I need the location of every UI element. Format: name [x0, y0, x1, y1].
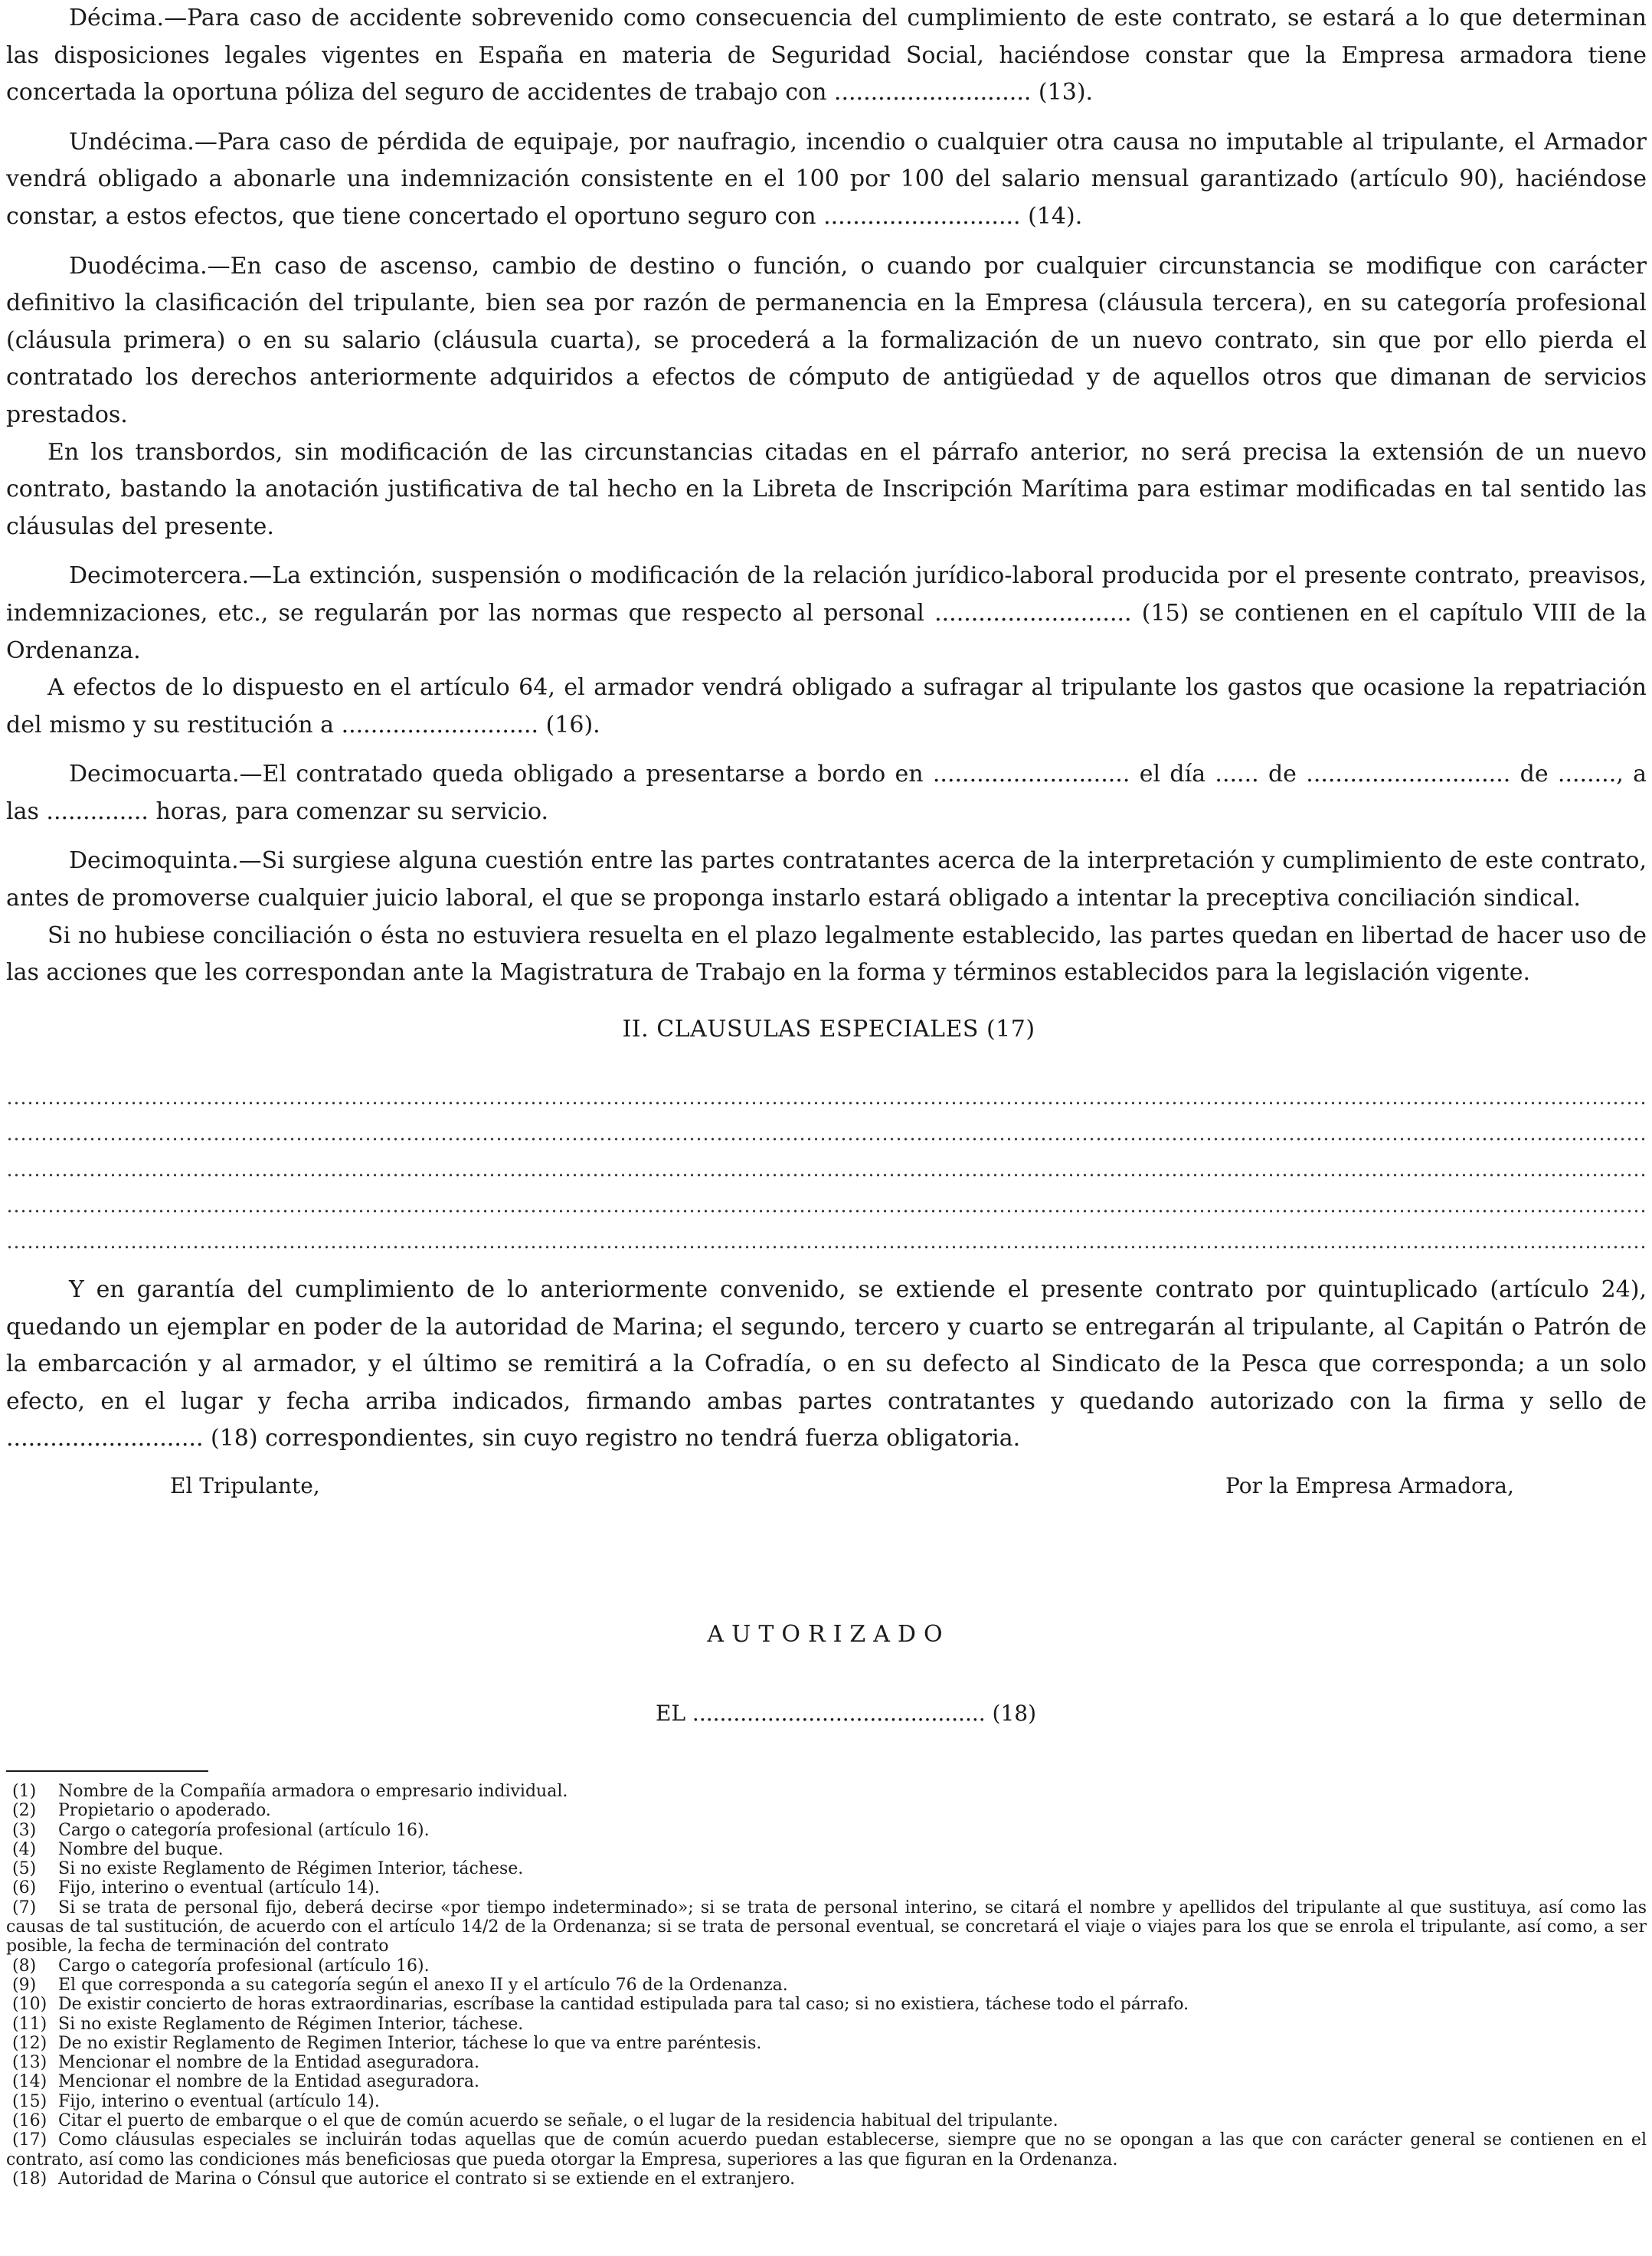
fill-in-line [6, 1102, 1647, 1105]
footnote [6, 1840, 1647, 1859]
footnote-number: (10) [12, 1995, 47, 2015]
footnote-number: (7) [12, 1897, 37, 1917]
footnote [6, 2169, 1647, 2189]
footnote [6, 2072, 1647, 2091]
footnote-text: Si no existe Reglamento de Régimen Interior, táchese. [58, 1859, 524, 1879]
footnote-text: Cargo o categoría profesional (artículo 16). [58, 1820, 430, 1840]
clauses-body [6, 0, 1647, 992]
footnote [6, 2111, 1647, 2130]
footnote [6, 1782, 1647, 1801]
section-title-clausulas-especiales: II. CLAUSULAS ESPECIALES (17) [622, 1016, 1035, 1043]
footnote-number: (11) [12, 2014, 47, 2034]
footnotes [6, 1782, 1647, 2189]
footnote-text: Si no existe Reglamento de Régimen Interior, táchese. [58, 2014, 524, 2034]
fill-in-line [6, 1174, 1647, 1177]
footnote-number: (2) [12, 1801, 37, 1821]
footnote [6, 1976, 1647, 1995]
footnote-number: (12) [12, 2033, 47, 2053]
footnote-text: Mencionar el nombre de la Entidad aseguradora. [58, 2072, 479, 2092]
footnote-text: Fijo, interino o eventual (artículo 14). [58, 2091, 380, 2111]
footnote-text: Nombre del buque. [58, 1839, 224, 1859]
footnote-text: Fijo, interino o eventual (artículo 14). [58, 1878, 380, 1898]
footnote-number: (5) [12, 1859, 37, 1879]
clause-decimoquinta: Decimoquinta.—Si surgiese alguna cuestión entre las partes contratantes acerca de la interpretación y cumplimiento de este contrato, antes de promoverse cualquier juicio laboral, el que se proponga instarlo estará obligado a intentar la preceptiva conciliación sindical. [6, 847, 1647, 912]
closing-paragraph: Y en garantía del cumplimiento de lo anteriormente convenido, se extiende el presente contrato por quintuplicado (artículo 24), quedando un ejemplar en poder de la autoridad de Marina; el segundo, tercero y cuarto se entregarán al tripulante, al Capitán o Patrón de la embarcación y al armador, y el último se remitirá a la Cofradía, o en su defecto al Sindicato de la Pesca que corresponda; a un solo efecto, en el lugar y fecha arriba indicados, firmando ambas partes contratantes y quedando autorizado con la firma y sello de ........................... (18) correspondientes, sin cuyo registro no tendrá fuerza obligatoria. [6, 1276, 1647, 1452]
footnote [6, 2034, 1647, 2053]
footnote-number: (4) [12, 1839, 37, 1859]
signature-tripulante: El Tripulante, [170, 1473, 320, 1498]
clause-decimotercera: Decimotercera.—La extinción, suspensión o modificación de la relación jurídico-laboral producida por el presente contrato, preavisos, indemnizaciones, etc., se regularán por las normas que respecto al personal ........................... (15) se contienen en el capítulo VIII de la Ordenanza. [6, 562, 1647, 664]
clause-duodecima-transbordos: En los transbordos, sin modificación de las circunstancias citadas en el párrafo anterior, no será precisa la extensión de un nuevo contrato, bastando la anotación justificativa de tal hecho en la Libreta de Inscripción Marítima para estimar modificadas en tal sentido las cláusulas del presente. [6, 438, 1647, 540]
footnote [6, 1878, 1647, 1897]
footnote-text: Propietario o apoderado. [58, 1801, 271, 1821]
footnote [6, 1956, 1647, 1976]
footnote [6, 1859, 1647, 1878]
footnote [6, 1995, 1647, 2014]
fill-in-line [6, 1246, 1647, 1249]
clause-duodecima: Duodécima.—En caso de ascenso, cambio de destino o función, o cuando por cualquier circunstancia se modifique con carácter definitivo la clasificación del tripulante, bien sea por razón de permanencia en la Empresa (cláusula tercera), en su categoría profesional (cláusula primera) o en su salario (cláusula cuarta), se procederá a la formalización de un nuevo contrato, sin que por ello pierda el contratado los derechos anteriormente adquiridos a efectos de cómputo de antigüedad y de aquellos otros que dimanan de servicios prestados. [6, 252, 1647, 428]
footnote [6, 1898, 1647, 1956]
footnote-number: (8) [12, 1956, 37, 1976]
footnote-number: (18) [12, 2169, 47, 2189]
clause-undecima: Undécima.—Para caso de pérdida de equipaje, por naufragio, incendio o cualquier otra causa no imputable al tripulante, el Armador vendrá obligado a abonarle una indemnización consistente en el 100 por 100 del salario mensual garantizado (artículo 90), haciéndose constar, a estos efectos, que tiene concertado el oportuno seguro con ........................... (14). [6, 128, 1647, 230]
clause-decima: Décima.—Para caso de accidente sobrevenido como consecuencia del cumplimiento de este contrato, se estará a lo que determinan las disposiciones legales vigentes en España en materia de Seguridad Social, haciéndose constar que la Empresa armadora tiene concertada la oportuna póliza del seguro de accidentes de trabajo con ........................... (13). [6, 5, 1647, 106]
footnote-text: El que corresponda a su categoría según el anexo II y el artículo 76 de la Ordenanza. [58, 1975, 788, 1995]
footnote-number: (3) [12, 1820, 37, 1840]
autorizado-el-line: EL ........................................... (18) [656, 1701, 1037, 1726]
footnote [6, 2130, 1647, 2169]
footnote-divider [6, 1770, 208, 1772]
footnote-number: (15) [12, 2091, 47, 2111]
footnote [6, 1821, 1647, 1840]
footnote-text: Si se trata de personal fijo, deberá decirse «por tiempo indeterminado»; si se trata de personal interino, se citará el nombre y apellidos del tripulante al que sustituya, así como las causas de tal sustitución, de acuerdo con el artículo 14/2 de la Ordenanza; si se trata de personal eventual, se concretará el viaje o viajes para los que se enrola el tripulante, así como, a ser posible, la fecha de terminación del contrato [6, 1897, 1647, 1956]
footnote-number: (6) [12, 1878, 37, 1898]
footnote-text: De no existir Reglamento de Regimen Interior, táchese lo que va entre paréntesis. [58, 2033, 762, 2053]
footnote-number: (9) [12, 1975, 37, 1995]
fill-in-line [6, 1210, 1647, 1213]
footnote-text: Cargo o categoría profesional (artículo 16). [58, 1956, 430, 1976]
footnote-text: De existir concierto de horas extraordinarias, escríbase la cantidad estipulada para tal caso; si no existiera, táchese todo el párrafo. [58, 1995, 1189, 2015]
closing-section [6, 1272, 1647, 1458]
footnote [6, 2015, 1647, 2034]
signature-empresa-armadora: Por la Empresa Armadora, [1225, 1473, 1514, 1498]
footnote-text: Mencionar el nombre de la Entidad aseguradora. [58, 2053, 479, 2073]
footnote-text: Nombre de la Compañía armadora o empresario individual. [58, 1782, 568, 1801]
clause-decimoquinta-conciliacion: Si no hubiese conciliación o ésta no estuviera resuelta en el plazo legalmente establecido, las partes quedan en libertad de hacer uso de las acciones que les correspondan ante la Magistratura de Trabajo en la forma y términos establecidos para la legislación vigente. [6, 922, 1647, 987]
footnote [6, 2092, 1647, 2111]
footnote [6, 2053, 1647, 2072]
footnote-text: Como cláusulas especiales se incluirán todas aquellas que de común acuerdo puedan establecerse, siempre que no se opongan a las que con carácter general se contienen en el contrato, así como las condiciones más beneficiosas que pueda otorgar la Empresa, superiores a las que figuran en la Ordenanza. [6, 2130, 1647, 2169]
clause-decimotercera-repatriacion: A efectos de lo dispuesto en el artículo 64, el armador vendrá obligado a sufragar al tripulante los gastos que ocasione la repatriación del mismo y su restitución a ........................... (16). [6, 674, 1647, 738]
fill-in-line [6, 1138, 1647, 1141]
footnote-number: (14) [12, 2072, 47, 2092]
autorizado-heading: AUTORIZADO [707, 1621, 950, 1648]
footnote-number: (1) [12, 1782, 37, 1801]
footnote-text: Citar el puerto de embarque o el que de común acuerdo se señale, o el lugar de la residencia habitual del tripulante. [58, 2111, 1058, 2131]
footnote-text: Autoridad de Marina o Cónsul que autorice el contrato si se extiende en el extranjero. [58, 2169, 796, 2189]
footnote-number: (16) [12, 2111, 47, 2131]
footnote-number: (13) [12, 2053, 47, 2073]
clause-decimocuarta: Decimocuarta.—El contratado queda obligado a presentarse a bordo en ........................... el día ...... de ............................ de ........, a las .............. horas, para comenzar su servicio. [6, 761, 1647, 825]
footnote [6, 1801, 1647, 1820]
footnote-number: (17) [12, 2130, 47, 2150]
